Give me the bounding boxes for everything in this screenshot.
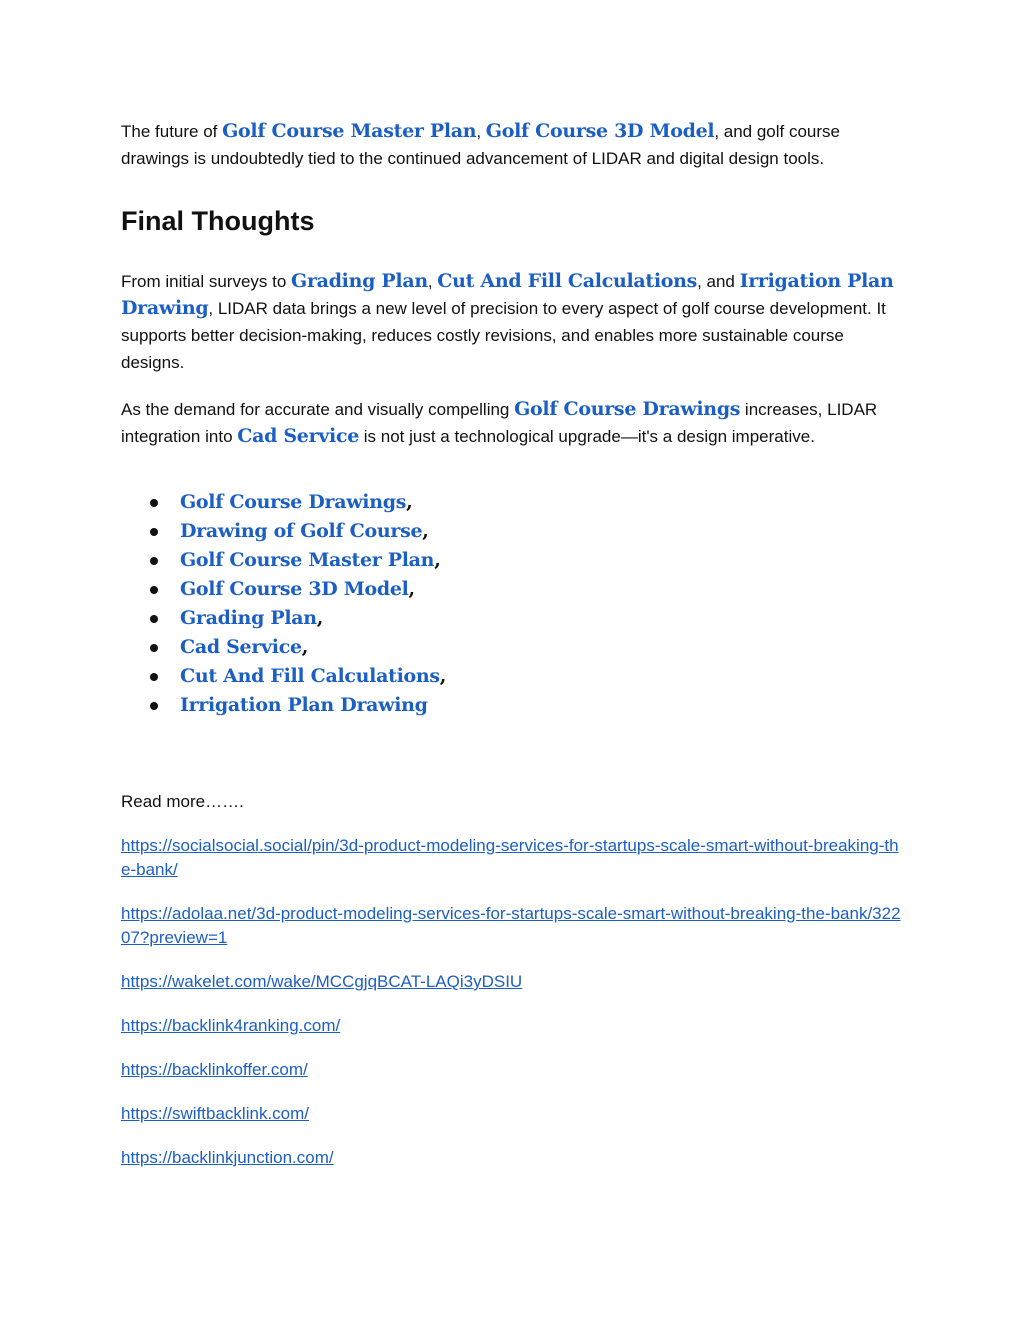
surveys-text-2: , (427, 272, 438, 291)
keyword-suffix: , (301, 636, 309, 658)
link-irrigation-plan-drawing[interactable]: Irrigation Plan Drawing (121, 270, 894, 319)
section-heading: Final Thoughts (121, 206, 315, 236)
link-golf-course-3d-model[interactable]: Golf Course 3D Model (485, 120, 715, 142)
intro-text-3: , and golf course drawings is undoubtedly tied to the continued advancement of LIDAR and digital design tools. (121, 122, 841, 168)
demand-paragraph (121, 396, 911, 450)
url-link-wakelet[interactable]: https://wakelet.com/wake/MCCgjqBCAT-LAQi3yDSIU (121, 972, 523, 991)
url-link-socialsocial[interactable]: https://socialsocial.social/pin/3d-product-modeling-services-for-startups-scale-smart-without-breaking-the-bank/ (121, 836, 899, 879)
demand-text-3: is not just a technological upgrade—it's a design imperative. (359, 427, 815, 446)
bullet-icon (150, 702, 158, 710)
url-link-adolaa[interactable]: https://adolaa.net/3d-product-modeling-services-for-startups-scale-smart-without-breaking-the-bank/32207?preview=1 (121, 904, 901, 947)
bullet-icon (150, 528, 158, 536)
list-item (150, 546, 911, 575)
keyword-link[interactable]: Golf Course Drawings (180, 491, 407, 513)
keyword-link[interactable]: Irrigation Plan Drawing (180, 694, 428, 716)
demand-text-1: As the demand for accurate and visually compelling (121, 400, 515, 419)
document-page (121, 118, 911, 1170)
keyword-link[interactable]: Drawing of Golf Course (180, 520, 423, 542)
surveys-text-3: , and (697, 272, 740, 291)
read-more-label: Read more……. (121, 792, 244, 811)
intro-text-2: , (476, 122, 486, 141)
demand-text-2: increases, LIDAR integration into (121, 400, 878, 446)
link-grading-plan[interactable]: Grading Plan (291, 270, 428, 292)
bullet-icon (150, 557, 158, 565)
keyword-suffix: , (439, 665, 447, 687)
surveys-text-4: , LIDAR data brings a new level of precision to every aspect of golf course development. It supports better decision-making, reduces costly revisions, and enables more sustainable course designs. (121, 299, 886, 372)
keyword-suffix: , (434, 549, 441, 571)
url-link-backlinkoffer[interactable]: https://backlinkoffer.com/ (121, 1060, 308, 1079)
keyword-link[interactable]: Golf Course Master Plan (180, 549, 435, 571)
bullet-icon (150, 615, 158, 623)
list-item (150, 604, 911, 633)
url-link-backlink4ranking[interactable]: https://backlink4ranking.com/ (121, 1016, 341, 1035)
list-item (150, 633, 911, 662)
keyword-suffix: , (406, 491, 413, 513)
url-link-backlinkjunction[interactable]: https://backlinkjunction.com/ (121, 1148, 334, 1167)
bullet-icon (150, 644, 158, 652)
link-golf-course-master-plan[interactable]: Golf Course Master Plan (222, 120, 477, 142)
surveys-text-1: From initial surveys to (121, 272, 292, 291)
bullet-icon (150, 673, 158, 681)
list-item (150, 488, 911, 517)
list-item (150, 662, 911, 691)
keyword-link[interactable]: Golf Course 3D Model (180, 578, 409, 600)
link-cut-and-fill-calculations[interactable]: Cut And Fill Calculations (437, 270, 698, 292)
keyword-link[interactable]: Cut And Fill Calculations (180, 665, 440, 687)
intro-text-1: The future of (121, 122, 223, 141)
bullet-icon (150, 586, 158, 594)
keyword-suffix: , (408, 578, 416, 600)
list-item (150, 517, 911, 546)
keyword-suffix: , (422, 520, 429, 542)
link-golf-course-drawings[interactable]: Golf Course Drawings (514, 398, 741, 420)
link-cad-service[interactable]: Cad Service (237, 425, 360, 447)
keyword-link[interactable]: Cad Service (180, 636, 302, 658)
url-link-swiftbacklink[interactable]: https://swiftbacklink.com/ (121, 1104, 310, 1123)
keyword-suffix: , (316, 607, 324, 629)
list-item (150, 691, 911, 720)
keyword-list (121, 488, 911, 720)
bullet-icon (150, 499, 158, 507)
list-item (150, 575, 911, 604)
keyword-link[interactable]: Grading Plan (180, 607, 317, 629)
surveys-paragraph (121, 268, 911, 376)
intro-paragraph (121, 118, 911, 172)
